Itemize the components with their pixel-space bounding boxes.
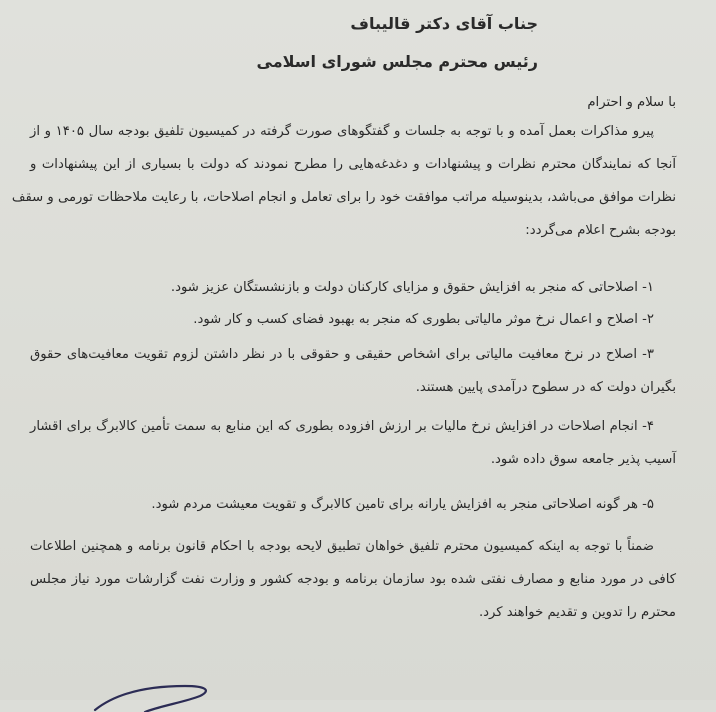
list-item-2 (30, 303, 676, 336)
closing-line: کافی در مورد منابع و مصارف نفتی شده بود سازمان برنامه و بودجه کشور و وزارت نفت گزارشات مورد نیاز مجلس (30, 572, 676, 587)
greeting: با سلام و احترام (587, 95, 676, 110)
list-item-text: ۵- هر گونه اصلاحاتی منجر به افزایش یارانه برای تامین کالابرگ و تقویت معیشت مردم شود. (151, 497, 654, 512)
intro-line: آنجا که نمایندگان محترم نظرات و پیشنهادات و دغدغه‌هایی را مطرح نمودند که دولت با بسیاری از این پیشنهادات و (30, 157, 676, 172)
list-item-text: آسیب پذیر جامعه سوق داده شود. (490, 452, 676, 467)
list-item-3 (30, 338, 676, 404)
addressee-name: جناب آقای دکتر قالیباف (350, 14, 538, 33)
addressee-title: رئیس محترم مجلس شورای اسلامی (256, 52, 538, 71)
closing-line: محترم را تدوین و تقدیم خواهند کرد. (478, 605, 676, 620)
list-item-1 (30, 271, 676, 304)
list-item-text: ۲- اصلاح و اعمال نرخ موثر مالیاتی بطوری که منجر به بهبود فضای کسب و کار شود. (193, 312, 654, 327)
intro-paragraph (11, 115, 676, 247)
closing-paragraph (30, 530, 676, 629)
closing-line: ضمناً با توجه به اینکه کمیسیون محترم تلفیق خواهان تطبیق لایحه بودجه با احکام قانون برنامه و همچنین اطلاعات (30, 539, 654, 554)
addressee-block (257, 10, 538, 74)
intro-line: پیرو مذاکرات بعمل آمده و با توجه به جلسات و گفتگوهای صورت گرفته در کمیسیون تلفیق بودجه سال ۱۴۰۵ و از (30, 124, 654, 139)
list-item-4 (30, 410, 676, 476)
list-item-text: ۱- اصلاحاتی که منجر به افزایش حقوق و مزایای کارکنان دولت و بازنشستگان عزیز شود. (170, 280, 654, 295)
signature-icon (90, 672, 230, 712)
list-item-text: بگیران دولت که در سطوح درآمدی پایین هستند. (415, 380, 676, 395)
list-item-text: ۴- انجام اصلاحات در افزایش نرخ مالیات بر ارزش افزوده بطوری که این منابع به سمت تأمین کالابرگ برای اقشار (30, 419, 654, 434)
list-item-text: ۳- اصلاح در نرخ معافیت مالیاتی برای اشخاص حقیقی و حقوقی با در نظر داشتن لزوم تقویت معافیت‌های حقوق (30, 347, 654, 362)
intro-line: نظرات موافق می‌باشد، بدینوسیله مراتب موافقت خود را برای تعامل و انجام اصلاحات، با رعایت ملاحظات تورمی و سقف (11, 190, 676, 205)
intro-line: بودجه بشرح اعلام می‌گردد: (525, 223, 676, 238)
list-item-5 (30, 488, 676, 521)
